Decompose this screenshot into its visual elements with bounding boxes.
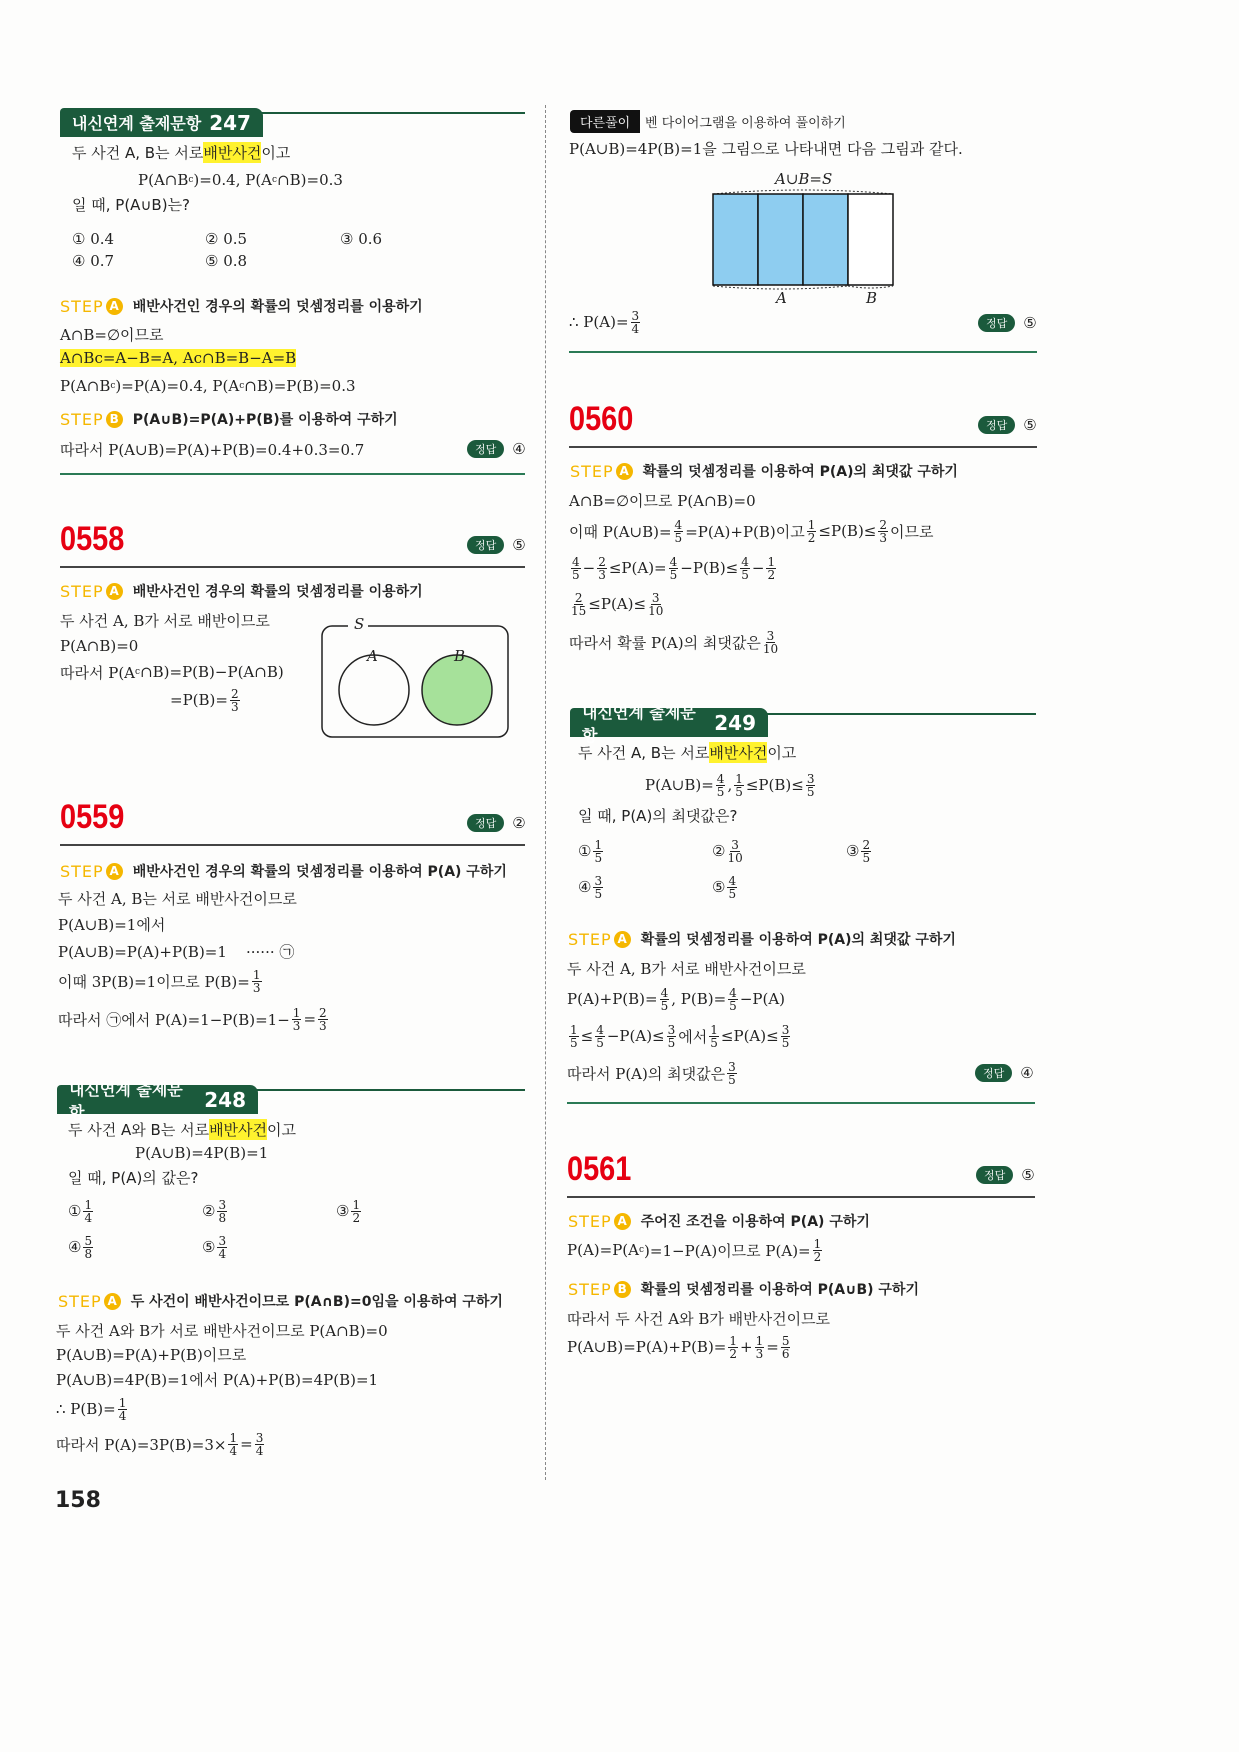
numerator: 1 (292, 1005, 301, 1020)
numerator: 4 (716, 771, 725, 786)
numerator: 1 (767, 554, 776, 569)
fraction (230, 688, 240, 713)
numerator: 5 (84, 1233, 93, 1248)
section-rule (567, 1196, 1035, 1198)
cell-shaded (758, 194, 803, 285)
solution-line: ∴ P(B)= $\frac{1}{4}$ (56, 1395, 127, 1423)
step-word: STEP (570, 461, 614, 481)
step-title: 배반사건인 경우의 확률의 덧셈정리를 이용하여 P(A) 구하기 (132, 864, 507, 880)
solution-line: 두 사건 A, B가 서로 배반사건이므로 (567, 959, 806, 978)
answer-badge (975, 1064, 1034, 1082)
choice-5[interactable]: ⑤ 0.8 (205, 252, 248, 270)
diagram-label-a: A (776, 289, 787, 307)
answer-value: ④ (512, 440, 526, 458)
diagram-top-label: A∪B=S (775, 170, 833, 188)
answer-value: ⑤ (512, 536, 526, 554)
numerator: 3 (594, 873, 603, 888)
denominator: 3 (319, 1018, 327, 1033)
numerator: 1 (807, 517, 816, 532)
answer-value: ⑤ (1021, 1166, 1035, 1184)
step-heading (568, 1277, 919, 1301)
problem-line: 일 때, P(A)의 값은? (68, 1168, 199, 1187)
fraction (755, 1335, 765, 1360)
denominator: 3 (598, 567, 606, 582)
fraction (807, 519, 817, 544)
choice-5[interactable]: ⑤ $\frac{3}{4}$ (202, 1233, 227, 1261)
alt-solution-badge: 다른풀이 (570, 110, 640, 133)
problem-line: P(A∪B)=4P(B)=1 (135, 1144, 269, 1162)
highlight: 배반사건 (209, 1120, 268, 1139)
fraction (766, 556, 776, 581)
solution-line: P(A∪B)=1에서 (58, 915, 166, 934)
step-letter: A (614, 931, 631, 948)
step-title: 두 사건이 배반사건이므로 P(A∩B)=0임을 이용하여 구하기 (130, 1294, 503, 1310)
superscript: c (188, 175, 194, 185)
answer-badge (978, 416, 1037, 434)
solution-line: A∩B=∅이므로 (60, 325, 164, 344)
fraction (228, 1432, 238, 1457)
denominator: 2 (813, 1249, 822, 1264)
venn-label-s: S (354, 615, 365, 633)
numerator: 3 (218, 1197, 227, 1212)
fraction (252, 969, 262, 994)
numerator: 1 (813, 1236, 822, 1251)
numerator: 1 (735, 771, 743, 786)
denominator: 4 (84, 1210, 93, 1225)
denominator: 2 (807, 530, 816, 545)
solution-line: 따라서 P(A)=3P(B)=3× $\frac{1}{4}$ = $\frac{3}{4}$ (56, 1430, 264, 1458)
denominator: 5 (710, 1035, 718, 1050)
step-title: P(A∪B)=P(A)+P(B)를 이용하여 구하기 (132, 412, 398, 428)
fraction (861, 839, 871, 864)
numerator: 1 (755, 1333, 764, 1348)
step-title: 배반사건인 경우의 확률의 덧셈정리를 이용하기 (132, 584, 423, 600)
step-word: STEP (60, 409, 104, 429)
numerator: 4 (674, 517, 683, 532)
solution-line: 따라서 두 사건 A와 B가 배반사건이므로 (567, 1309, 831, 1328)
column-divider (545, 105, 546, 1480)
highlight: 배반사건 (203, 143, 262, 162)
banner-label: 내신연계 출제문항 (69, 1079, 183, 1122)
numerator: 2 (598, 554, 606, 569)
answer-value: ⑤ (1023, 314, 1037, 332)
step-word: STEP (568, 929, 612, 949)
denominator: 4 (631, 321, 640, 336)
fraction (728, 987, 738, 1012)
denominator: 5 (728, 886, 737, 901)
fraction (217, 1199, 227, 1224)
choice-5[interactable]: ⑤ $\frac{4}{5}$ (712, 873, 737, 901)
fraction (631, 310, 641, 335)
solution-line: P(A∪B)=P(A)+P(B)= $\frac{1}{2}$ + $\frac{1}{3}$ = $\frac{5}{6}$ (567, 1333, 790, 1361)
fraction (878, 519, 888, 544)
denominator: 4 (229, 1443, 238, 1458)
numerator: 1 (729, 1333, 738, 1348)
numerator: 1 (118, 1395, 127, 1410)
fraction (83, 1199, 93, 1224)
solution-line: =P(B)= $\frac{2}{3}$ (170, 686, 239, 714)
numerator: 4 (729, 985, 737, 1000)
step-letter: A (106, 583, 123, 600)
step-word: STEP (60, 861, 104, 881)
solution-line: 두 사건 A와 B가 서로 배반사건이므로 P(A∩B)=0 (56, 1321, 388, 1340)
fraction (648, 592, 663, 617)
problem-line: 일 때, P(A)의 최댓값은? (578, 806, 738, 825)
numerator: 3 (667, 1022, 676, 1037)
answer-label: 정답 (975, 1064, 1012, 1082)
numerator: 2 (862, 837, 871, 852)
answer-badge (467, 440, 526, 458)
denominator: 2 (729, 1346, 738, 1361)
numerator: 1 (594, 837, 603, 852)
superscript: c (272, 175, 278, 185)
solution-line: P(A∪B)=4P(B)=1을 그림으로 나타내면 다음 그림과 같다. (569, 139, 963, 158)
numerator: 4 (728, 873, 737, 888)
problem-number: 0559 (60, 798, 125, 836)
fraction (734, 773, 744, 798)
cell-empty (848, 194, 893, 285)
step-letter: A (106, 863, 123, 880)
numerator: 3 (728, 1059, 736, 1074)
denominator: 5 (729, 998, 737, 1013)
fraction (740, 556, 750, 581)
step-heading (568, 927, 956, 951)
fraction (727, 839, 742, 864)
step-letter: B (614, 1281, 631, 1298)
problem-line: 두 사건 A와 B는 서로 배반사건 이고 (68, 1120, 297, 1139)
answer-value: ⑤ (1023, 416, 1037, 434)
problem-number: 0560 (569, 400, 634, 438)
problem-number: 0558 (60, 520, 125, 558)
answer-label: 정답 (467, 440, 504, 458)
cell-shaded (803, 194, 848, 285)
answer-label: 정답 (467, 536, 504, 554)
numerator: 2 (879, 517, 888, 532)
diagram-label-b: B (866, 289, 878, 307)
fraction (669, 556, 679, 581)
fraction (597, 556, 607, 581)
highlight: c (94, 349, 103, 367)
answer-label: 정답 (976, 1166, 1013, 1184)
numerator: 2 (574, 590, 583, 605)
step-word: STEP (60, 581, 104, 601)
choice-1[interactable]: ① 0.4 (72, 230, 115, 248)
denominator: 10 (762, 641, 779, 656)
solution-line: $\frac{1}{5}$ ≤ $\frac{4}{5}$ −P(A)≤ $\frac{3}{5}$ 에서 $\frac{1}{5}$ ≤P(A)≤ $\frac{3}{5}$ (570, 1022, 790, 1050)
choice-2[interactable]: ② 0.5 (205, 230, 248, 248)
denominator: 4 (118, 1408, 127, 1423)
step-letter: A (104, 1293, 121, 1310)
denominator: 5 (735, 784, 743, 799)
solution-line: P(A∩B c )=P(A)=0.4, P(A c ∩B)=P(B)=0.3 (60, 377, 356, 395)
fraction (571, 592, 586, 617)
numerator: 5 (781, 1333, 790, 1348)
step-heading (568, 1209, 870, 1233)
highlight: A∩B (60, 349, 95, 367)
solution-line: $\frac{2}{15}$ ≤P(A)≤ $\frac{3}{10}$ (571, 590, 664, 618)
denominator: 3 (755, 1346, 764, 1361)
solution-line: P(A∪B)=P(A)+P(B)이므로 (56, 1345, 247, 1364)
highlight: =A−B=A, A (102, 349, 194, 367)
solution-line: 두 사건 A, B가 서로 배반이므로 (60, 611, 270, 630)
solution-line: 이때 3P(B)=1이므로 P(B)= $\frac{1}{3}$ (58, 967, 261, 995)
problem-line: 일 때, P(A∪B)는? (72, 195, 191, 214)
denominator: 8 (218, 1210, 227, 1225)
fraction (716, 773, 726, 798)
denominator: 5 (674, 530, 683, 545)
answer-value: ② (512, 814, 526, 832)
alt-solution-title: 벤 다이어그램을 이용하여 풀이하기 (645, 115, 846, 131)
highlight: c (193, 349, 203, 367)
solution-line: P(A)+P(B)= $\frac{4}{5}$ , P(B)= $\frac{4}{5}$ −P(A) (567, 985, 786, 1013)
choice-3[interactable]: ③ $\frac{1}{2}$ (336, 1197, 361, 1225)
venn-label-b: B (454, 647, 466, 665)
choice-3[interactable]: ③ 0.6 (340, 230, 383, 248)
denominator: 3 (230, 699, 239, 714)
denominator: 5 (806, 784, 815, 799)
denominator: 5 (594, 886, 603, 901)
solution-line: 따라서 P(A c ∩B)=P(B)−P(A∩B) (60, 663, 284, 682)
numerator: 4 (596, 1022, 604, 1037)
answer-value: ④ (1020, 1064, 1034, 1082)
numerator: 1 (252, 967, 261, 982)
highlight: ∩B=B−A=B (202, 349, 297, 367)
step-title: 주어진 조건을 이용하여 P(A) 구하기 (640, 1214, 870, 1230)
fraction (118, 1397, 128, 1422)
superscript: c (135, 667, 141, 677)
denominator: 3 (879, 530, 888, 545)
denominator: 15 (571, 603, 587, 618)
numerator: 3 (651, 590, 660, 605)
solution-line: 따라서 ㉠에서 P(A)=1−P(B)=1− $\frac{1}{3}$ = $\frac{2}{3}$ (58, 1005, 327, 1033)
solution-line-highlight (60, 346, 296, 370)
problem-line: 두 사건 A, B는 서로 배반사건 이고 (578, 743, 797, 762)
numerator: 1 (710, 1022, 718, 1037)
solution-line: 따라서 P(A)의 최댓값은 $\frac{3}{5}$ (567, 1059, 736, 1087)
denominator: 5 (728, 1072, 736, 1087)
step-heading (60, 407, 398, 431)
choice-2[interactable]: ② $\frac{3}{8}$ (202, 1197, 227, 1225)
step-title: 배반사건인 경우의 확률의 덧셈정리를 이용하기 (132, 299, 423, 315)
denominator: 2 (767, 567, 776, 582)
numerator: 3 (781, 1022, 790, 1037)
step-letter: B (106, 411, 123, 428)
highlight: 배반사건 (709, 743, 768, 762)
numerator: 4 (741, 554, 749, 569)
numerator: 3 (631, 308, 640, 323)
problem-line: 두 사건 A, B는 서로 배반사건 이고 (72, 143, 291, 162)
page-number: 158 (55, 1487, 101, 1513)
step-heading (60, 294, 423, 318)
banner-label: 내신연계 출제문항 (72, 114, 202, 133)
choice-4[interactable]: ④ 0.7 (72, 252, 115, 270)
banner-247 (60, 108, 263, 137)
fraction (660, 987, 670, 1012)
fraction (781, 1335, 791, 1360)
problem-number: 0561 (567, 1150, 632, 1188)
fraction (255, 1432, 265, 1457)
solution-line: P(A)=P(A c )=1−P(A)이므로 P(A)= $\frac{1}{2}$ (567, 1236, 822, 1264)
step-word: STEP (58, 1291, 102, 1311)
venn-diagram (318, 614, 512, 742)
step-heading (58, 1289, 503, 1313)
solution-line: ∴ P(A)= $\frac{3}{4}$ (569, 308, 640, 336)
solution-line: P(A∩B)=0 (60, 637, 139, 655)
numerator: 3 (218, 1233, 227, 1248)
answer-badge (976, 1166, 1035, 1184)
choice-1[interactable]: ① $\frac{1}{4}$ (68, 1197, 93, 1225)
solution-line: A∩B=∅이므로 P(A∩B)=0 (569, 491, 756, 510)
step-letter: A (616, 463, 633, 480)
fraction (318, 1007, 328, 1032)
denominator: 5 (669, 567, 678, 582)
fraction (674, 519, 684, 544)
section-rule (567, 1102, 1035, 1104)
answer-label: 정답 (978, 416, 1015, 434)
numerator: 1 (352, 1197, 361, 1212)
fraction (806, 773, 816, 798)
step-title: 확률의 덧셈정리를 이용하여 P(A)의 최댓값 구하기 (642, 464, 958, 480)
step-heading (60, 579, 423, 603)
answer-badge (978, 314, 1037, 332)
denominator: 5 (572, 567, 580, 582)
denominator: 5 (570, 1035, 578, 1050)
fraction (217, 1235, 227, 1260)
denominator: 5 (660, 998, 669, 1013)
fraction (593, 839, 603, 864)
fraction (727, 875, 737, 900)
step-title: 확률의 덧셈정리를 이용하여 P(A)의 최댓값 구하기 (640, 932, 956, 948)
answer-label: 정답 (978, 314, 1015, 332)
fraction (781, 1024, 791, 1049)
fraction (569, 1024, 579, 1049)
denominator: 10 (648, 603, 664, 618)
fraction (351, 1199, 361, 1224)
section-rule (60, 566, 525, 568)
bar-venn-diagram (705, 186, 901, 294)
denominator: 4 (255, 1443, 264, 1458)
banner-249 (570, 702, 768, 745)
denominator: 4 (218, 1246, 227, 1261)
fraction (709, 1024, 719, 1049)
banner-label: 내신연계 출제문항 (582, 702, 696, 745)
numerator: 4 (572, 554, 580, 569)
denominator: 5 (716, 784, 725, 799)
numerator: 3 (766, 628, 775, 643)
numerator: 1 (570, 1022, 578, 1037)
denominator: 5 (781, 1035, 790, 1050)
fraction (571, 556, 581, 581)
superscript: c (239, 381, 245, 391)
choice-2[interactable]: ② $\frac{3}{10}$ (712, 837, 743, 865)
solution-line: P(A∪B)=4P(B)=1에서 P(A)+P(B)=4P(B)=1 (56, 1370, 379, 1389)
banner-248 (57, 1079, 258, 1122)
superscript: c (110, 381, 116, 391)
fraction (763, 630, 778, 655)
banner-number: 247 (209, 110, 251, 135)
section-rule (569, 446, 1037, 448)
solution-line: $\frac{4}{5}$ − $\frac{2}{3}$ ≤P(A)= $\frac{4}{5}$ −P(B)≤ $\frac{4}{5}$ − $\frac{1}{2}$ (572, 554, 776, 582)
denominator: 5 (596, 1035, 604, 1050)
cell-shaded (713, 194, 758, 285)
choice-4[interactable]: ④ $\frac{3}{5}$ (578, 873, 603, 901)
numerator: 1 (84, 1197, 93, 1212)
fraction (667, 1024, 677, 1049)
fraction (595, 1024, 605, 1049)
denominator: 2 (352, 1210, 361, 1225)
solution-line: 따라서 P(A∪B)=P(A)+P(B)=0.4+0.3=0.7 (60, 440, 365, 459)
banner-number: 248 (204, 1087, 246, 1112)
denominator: 3 (252, 980, 261, 995)
denominator: 5 (862, 850, 871, 865)
superscript: c (638, 1245, 645, 1255)
solution-line: 이때 P(A∪B)= $\frac{4}{5}$ =P(A)+P(B)이고 $\frac{1}{2}$ ≤P(B)≤ $\frac{2}{3}$ 이므로 (569, 517, 934, 545)
section-rule (60, 844, 525, 846)
solution-line: 따라서 확률 P(A)의 최댓값은 $\frac{3}{10}$ (569, 628, 779, 656)
denominator: 3 (292, 1018, 301, 1033)
step-heading (60, 859, 507, 883)
choice-1[interactable]: ① $\frac{1}{5}$ (578, 837, 603, 865)
numerator: 4 (660, 985, 669, 1000)
venn-label-a: A (367, 647, 378, 665)
answer-badge (467, 814, 526, 832)
fraction (813, 1238, 823, 1263)
fraction (593, 875, 603, 900)
section-rule (569, 351, 1037, 353)
denominator: 10 (727, 850, 743, 865)
step-word: STEP (568, 1279, 612, 1299)
fraction (727, 1061, 737, 1086)
answer-label: 정답 (467, 814, 504, 832)
problem-line: P(A∪B)= $\frac{4}{5}$ , $\frac{1}{5}$ ≤P(B)≤ $\frac{3}{5}$ (645, 771, 815, 799)
section-rule (60, 473, 525, 475)
fraction (728, 1335, 738, 1360)
numerator: 4 (669, 554, 678, 569)
step-word: STEP (568, 1211, 612, 1231)
denominator: 6 (781, 1346, 790, 1361)
numerator: 3 (731, 837, 739, 852)
denominator: 5 (741, 567, 749, 582)
step-title: 확률의 덧셈정리를 이용하여 P(A∪B) 구하기 (640, 1282, 919, 1298)
choice-3[interactable]: ③ $\frac{2}{5}$ (846, 837, 871, 865)
numerator: 2 (230, 686, 239, 701)
numerator: 3 (255, 1430, 264, 1445)
denominator: 5 (594, 850, 603, 865)
banner-number: 249 (714, 710, 756, 735)
step-letter: A (614, 1213, 631, 1230)
denominator: 8 (84, 1246, 93, 1261)
solution-line: P(A∪B)=P(A)+P(B)=1 ······ ㉠ (58, 942, 295, 961)
step-heading (570, 459, 958, 483)
problem-line: P(A∩B c )=0.4, P(A c ∩B)=0.3 (138, 171, 343, 189)
numerator: 1 (229, 1430, 238, 1445)
step-word: STEP (60, 296, 104, 316)
step-letter: A (106, 298, 123, 315)
fraction (83, 1235, 93, 1260)
numerator: 3 (806, 771, 815, 786)
fraction (292, 1007, 302, 1032)
denominator: 5 (667, 1035, 676, 1050)
solution-line: 두 사건 A, B는 서로 배반사건이므로 (58, 889, 297, 908)
numerator: 2 (319, 1005, 327, 1020)
choice-4[interactable]: ④ $\frac{5}{8}$ (68, 1233, 93, 1261)
answer-badge (467, 536, 526, 554)
